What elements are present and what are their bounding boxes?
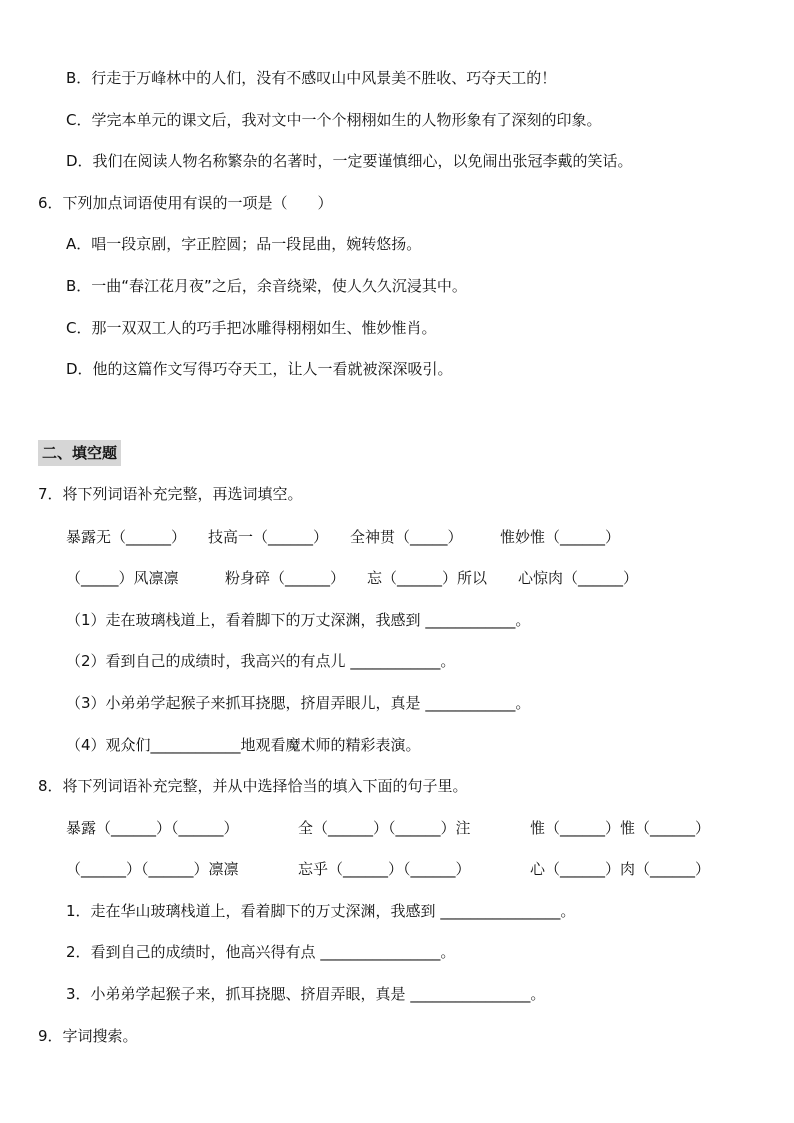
q6-stem: 6．下列加点词语使用有误的一项是（ ） (38, 194, 333, 212)
q7-sentence-3: （3）小弟弟学起猴子来抓耳挠腮，挤眉弄眼儿，真是 ____________。 (66, 694, 531, 712)
q7-sentence-1: （1）走在玻璃栈道上，看着脚下的万丈深渊，我感到 ____________。 (66, 611, 531, 629)
q7-word-8: 心惊肉（______） (518, 569, 639, 587)
q7-sentence-2: （2）看到自己的成绩时，我高兴的有点儿 ____________。 (66, 652, 456, 670)
q8-word-4: （______）（______）凛凛 (66, 860, 239, 878)
q6-option-b: B．一曲“春江花月夜”之后，余音绕梁，使人久久沉浸其中。 (66, 277, 467, 295)
q7-sentence-4: （4）观众们____________地观看魔术师的精彩表演。 (66, 736, 421, 754)
q7-word-3: 全神贯（_____） (350, 528, 463, 546)
q6-option-d: D．他的这篇作文写得巧夺天工，让人一看就被深深吸引。 (66, 360, 453, 378)
q7-stem: 7．将下列词语补充完整，再选词填空。 (38, 485, 303, 503)
q7-word-4: 惟妙惟（______） (500, 528, 621, 546)
q9-stem: 9．字词搜索。 (38, 1027, 138, 1045)
q5-option-c: C．学完本单元的课文后，我对文中一个个栩栩如生的人物形象有了深刻的印象。 (66, 111, 602, 129)
q8-word-6: 心（______）肉（______） (530, 860, 711, 878)
q7-word-6: 粉身碎（______） (225, 569, 346, 587)
q8-word-2: 全（______）（______）注 (298, 819, 471, 837)
q8-sentence-2: 2．看到自己的成绩时，他高兴得有点 ________________。 (66, 943, 456, 961)
q6-option-c: C．那一双双工人的巧手把冰雕得栩栩如生、惟妙惟肖。 (66, 319, 437, 337)
q6-option-a: A．唱一段京剧，字正腔圆；品一段昆曲，婉转悠扬。 (66, 235, 422, 253)
q8-sentence-1: 1．走在华山玻璃栈道上，看着脚下的万丈深渊，我感到 ________________。 (66, 902, 576, 920)
q8-word-3: 惟（______）惟（______） (530, 819, 711, 837)
q7-word-5: （_____）风凛凛 (66, 569, 179, 587)
q7-word-7: 忘（______）所以 (367, 569, 488, 587)
q8-stem: 8．将下列词语补充完整，并从中选择恰当的填入下面的句子里。 (38, 777, 468, 795)
section-title: 二、填空题 (38, 440, 121, 466)
q8-word-1: 暴露（______）（______） (66, 819, 239, 837)
q5-option-d: D．我们在阅读人物名称繁杂的名著时，一定要谨慎细心，以免闹出张冠李戴的笑话。 (66, 152, 633, 170)
q5-option-b: B．行走于万峰林中的人们，没有不感叹山中风景美不胜收、巧夺天工的！ (66, 69, 557, 87)
q7-word-2: 技高一（______） (208, 528, 329, 546)
q8-word-5: 忘乎（______）（______） (298, 860, 471, 878)
q8-sentence-3: 3．小弟弟学起猴子来，抓耳挠腮、挤眉弄眼，真是 ________________。 (66, 985, 546, 1003)
q7-word-1: 暴露无（______） (66, 528, 187, 546)
